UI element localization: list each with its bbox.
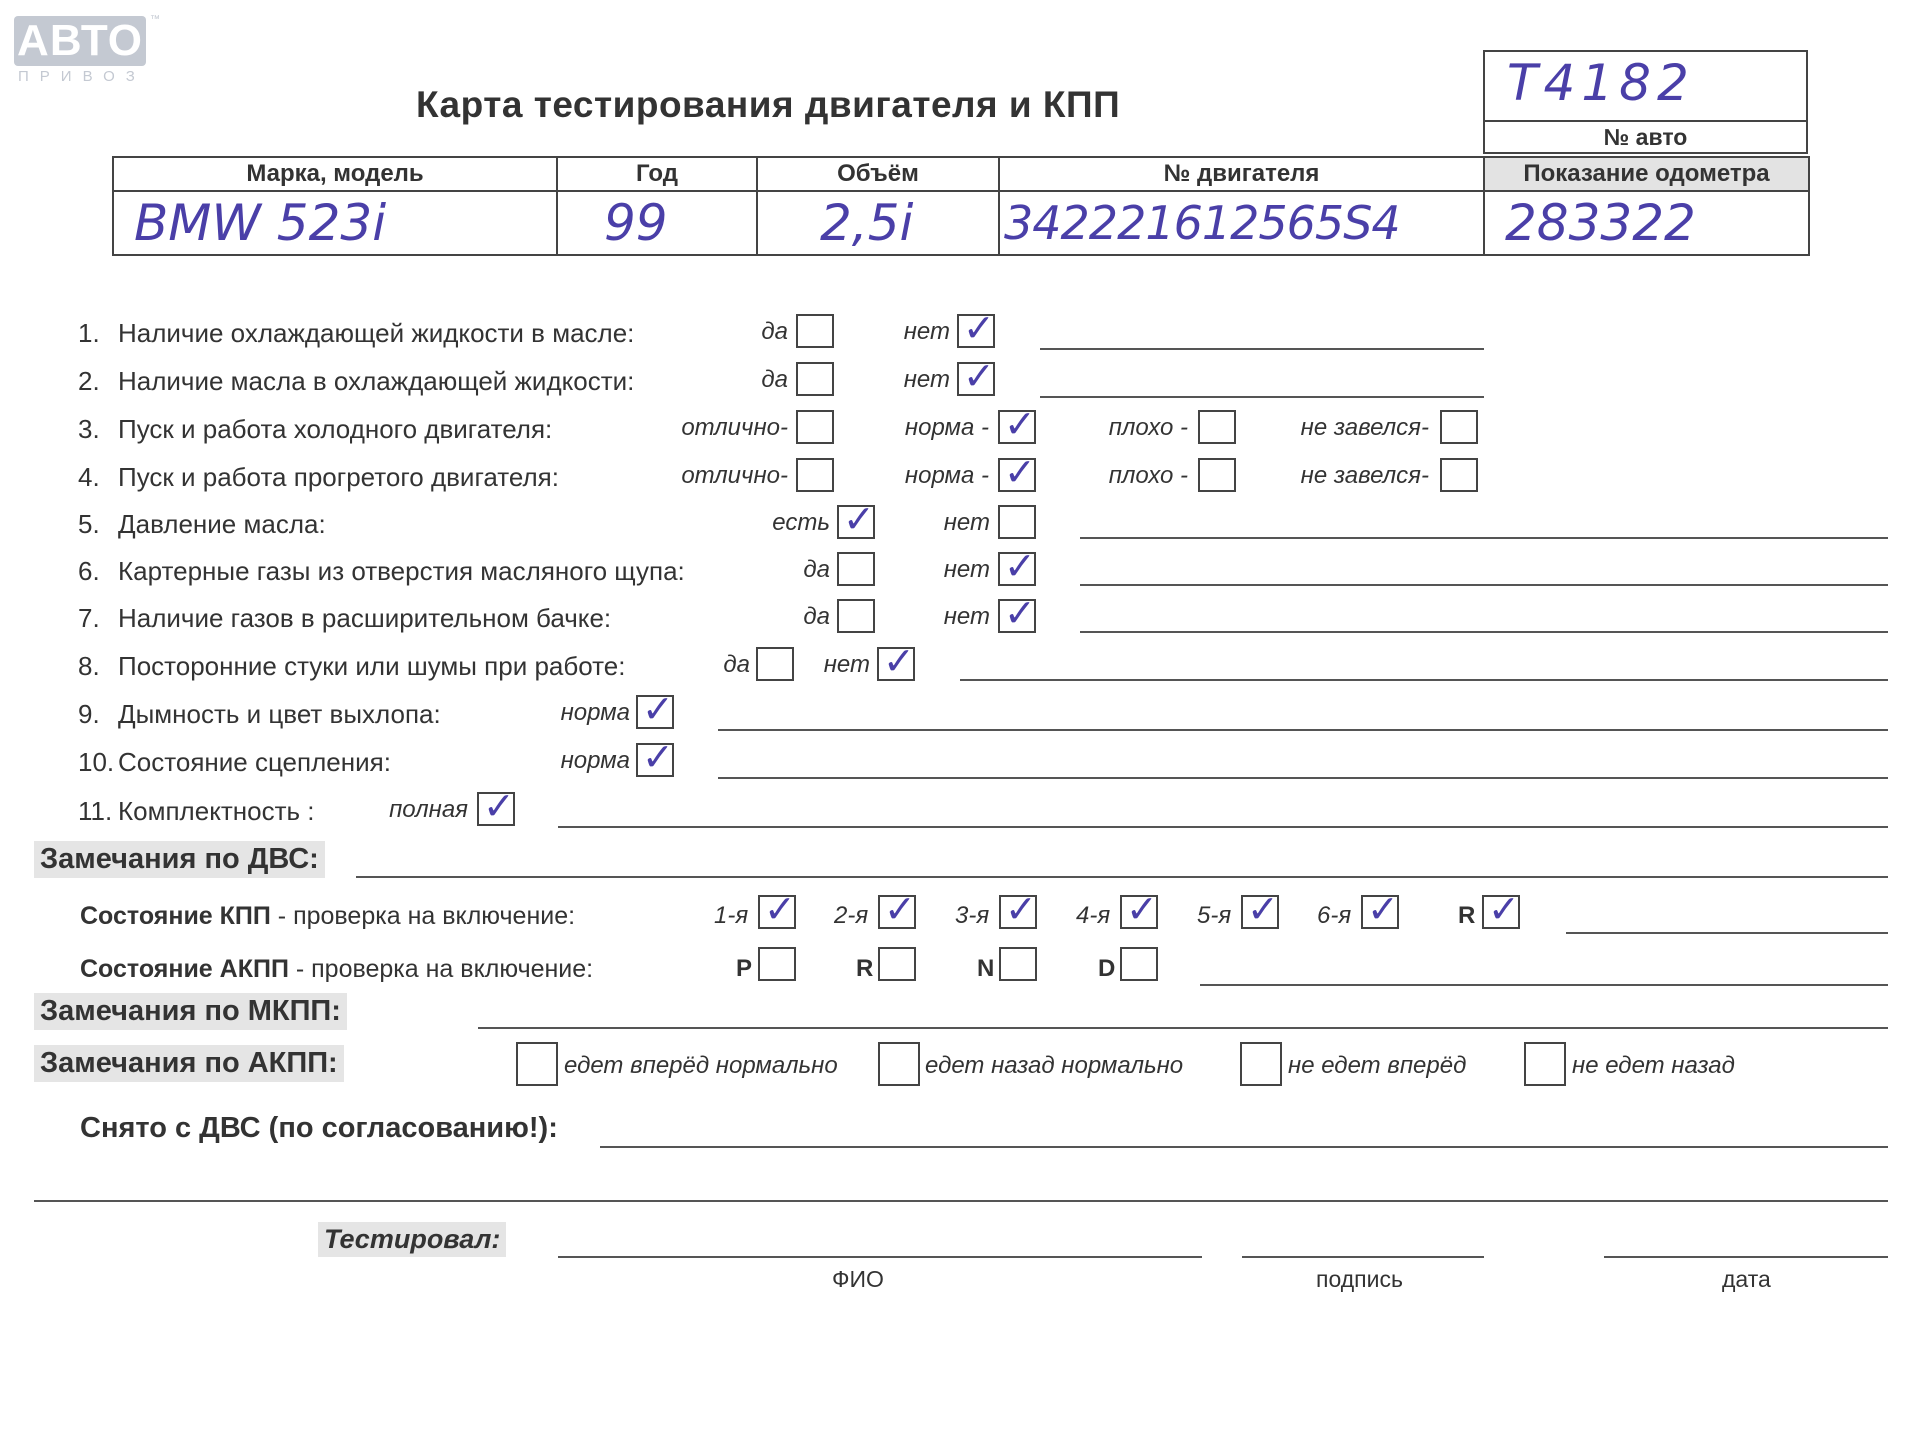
car-number-label: № авто	[1603, 124, 1688, 150]
akpp-remark-checkbox[interactable]	[1524, 1042, 1566, 1086]
akpp-mode-label: R	[856, 955, 874, 982]
item-number: 9.	[78, 699, 100, 729]
car-number-value: T4182	[1507, 54, 1695, 112]
option-label: да	[723, 651, 750, 678]
remark-line[interactable]	[718, 777, 1888, 779]
vehicle-info-table	[112, 156, 1810, 256]
item-question: Наличие газов в расширительном бачке:	[118, 603, 612, 633]
akpp-mode-checkbox[interactable]	[1120, 947, 1158, 981]
gear-checkbox[interactable]	[999, 887, 1037, 931]
akpp-remark-option: не едет вперёд	[1288, 1052, 1467, 1079]
checkbox[interactable]	[1440, 458, 1478, 492]
option-label: норма -	[904, 414, 989, 441]
item-number: 2.	[78, 366, 100, 396]
check-mark-icon: ✓	[1004, 450, 1036, 494]
akpp-mode-label: D	[1098, 955, 1116, 982]
gear-label: 1-я	[714, 902, 749, 929]
item-question: Давление масла:	[118, 509, 326, 539]
gear-label: R	[1458, 902, 1476, 929]
logo-sub: ПРИВОЗ	[18, 68, 146, 85]
check-mark-icon: ✓	[1367, 887, 1399, 931]
remark-line[interactable]	[1080, 537, 1888, 539]
checkbox[interactable]	[837, 552, 875, 586]
option-label: да	[803, 556, 830, 583]
checkbox[interactable]	[796, 458, 834, 492]
kpp-check-label	[80, 902, 575, 931]
mkpp-remarks-line[interactable]	[478, 1027, 1888, 1029]
gear-label: 2-я	[834, 902, 869, 929]
logo-main: АВТО	[14, 16, 146, 66]
removed-from-ice-line[interactable]	[600, 1146, 1888, 1148]
option-label: да	[761, 366, 788, 393]
checkbox[interactable]	[796, 314, 834, 348]
option-label: плохо -	[1108, 462, 1188, 489]
kpp-remark-line[interactable]	[1566, 932, 1888, 934]
option-label: нет	[903, 318, 950, 345]
date-line[interactable]	[1604, 1256, 1888, 1258]
checkbox[interactable]	[998, 402, 1036, 446]
item-question: Пуск и работа холодного двигателя:	[118, 414, 553, 444]
checkbox[interactable]	[837, 497, 875, 541]
header-year: Год	[557, 157, 757, 191]
check-mark-icon: ✓	[1005, 887, 1037, 931]
fio-line[interactable]	[558, 1256, 1202, 1258]
option-label: да	[761, 318, 788, 345]
item-row-6	[0, 544, 1920, 596]
item-row-10	[0, 735, 1920, 787]
checkbox[interactable]	[998, 450, 1036, 494]
checkbox[interactable]	[636, 687, 674, 731]
item-question: Состояние сцепления:	[118, 747, 391, 777]
car-number-box	[1483, 50, 1808, 154]
check-mark-icon: ✓	[883, 639, 915, 683]
option-label: нет	[823, 651, 870, 678]
date-caption: дата	[1722, 1266, 1771, 1292]
extra-remark-line[interactable]	[34, 1200, 1888, 1202]
akpp-remark-option: не едет назад	[1572, 1052, 1735, 1079]
check-mark-icon: ✓	[483, 784, 515, 828]
gear-label: 5-я	[1197, 902, 1232, 929]
akpp-check-label	[80, 955, 593, 984]
item-question: Наличие масла в охлаждающей жидкости:	[118, 366, 635, 396]
remark-line[interactable]	[1040, 348, 1484, 350]
item-row-8	[0, 639, 1920, 691]
header-engine-number: № двигателя	[999, 157, 1484, 191]
item-question: Дымность и цвет выхлопа:	[118, 699, 441, 729]
option-label: да	[803, 603, 830, 630]
item-question: Наличие охлаждающей жидкости в масле:	[118, 318, 635, 348]
akpp-mode-checkbox[interactable]	[999, 947, 1037, 981]
value-year[interactable]: 99	[557, 191, 757, 255]
item-row-9	[0, 687, 1920, 739]
header-volume: Объём	[757, 157, 999, 191]
car-number-divider	[1485, 120, 1806, 122]
item-question: Картерные газы из отверстия масляного щупа:	[118, 556, 685, 586]
option-label: нет	[943, 603, 990, 630]
check-mark-icon: ✓	[764, 887, 796, 931]
akpp-mode-checkbox[interactable]	[758, 947, 796, 981]
akpp-label-bold: Состояние АКПП	[80, 955, 289, 983]
form-title: Карта тестирования двигателя и КПП	[416, 84, 1121, 125]
header-make-model: Марка, модель	[113, 157, 557, 191]
remark-line[interactable]	[960, 679, 1888, 681]
option-label: отлично-	[681, 414, 788, 441]
akpp-remark-checkbox[interactable]	[878, 1042, 920, 1086]
option-label: нет	[943, 509, 990, 536]
gear-label: 3-я	[955, 902, 990, 929]
checkbox[interactable]	[756, 647, 794, 681]
check-mark-icon: ✓	[843, 497, 875, 541]
gear-checkbox[interactable]	[758, 887, 796, 931]
item-row-5	[0, 497, 1920, 549]
value-make-model[interactable]: BMW 523i	[113, 191, 557, 255]
check-mark-icon: ✓	[884, 887, 916, 931]
value-volume[interactable]: 2,5i	[757, 191, 999, 255]
check-mark-icon: ✓	[642, 687, 674, 731]
check-mark-icon: ✓	[1004, 544, 1036, 588]
item-question: Пуск и работа прогретого двигателя:	[118, 462, 559, 492]
item-row-11	[0, 784, 1920, 836]
item-row-7	[0, 591, 1920, 643]
ice-remarks-line[interactable]	[356, 876, 1888, 878]
gear-checkbox[interactable]	[1482, 887, 1520, 931]
option-label: норма -	[904, 462, 989, 489]
checkbox[interactable]	[998, 544, 1036, 588]
option-label: нет	[903, 366, 950, 393]
signature-caption: подпись	[1316, 1266, 1403, 1292]
checkbox[interactable]	[837, 599, 875, 633]
item-question: Посторонние стуки или шумы при работе:	[118, 651, 626, 681]
mkpp-remarks-heading: Замечания по МКПП:	[34, 993, 347, 1030]
option-label: есть	[772, 509, 830, 536]
check-mark-icon: ✓	[642, 735, 674, 779]
ice-remarks-heading: Замечания по ДВС:	[34, 841, 325, 878]
checkbox[interactable]	[957, 306, 995, 350]
option-label: отлично-	[681, 462, 788, 489]
checkbox[interactable]	[998, 505, 1036, 539]
checkbox[interactable]	[957, 354, 995, 398]
item-number: 10.	[78, 747, 115, 777]
gear-label: 6-я	[1317, 902, 1352, 929]
checkbox[interactable]	[1198, 458, 1236, 492]
gear-checkbox[interactable]	[1241, 887, 1279, 931]
checkbox[interactable]	[477, 784, 515, 828]
checkbox[interactable]	[877, 639, 915, 683]
option-label: плохо -	[1108, 414, 1188, 441]
item-row-1	[0, 306, 1920, 358]
checkbox[interactable]	[1198, 410, 1236, 444]
remark-line[interactable]	[1080, 584, 1888, 586]
item-row-3	[0, 402, 1920, 454]
check-mark-icon: ✓	[1004, 402, 1036, 446]
gear-checkbox[interactable]	[878, 887, 916, 931]
checkbox[interactable]	[796, 410, 834, 444]
table-value-row	[113, 191, 1809, 255]
remark-line[interactable]	[1080, 631, 1888, 633]
check-mark-icon: ✓	[963, 306, 995, 350]
option-label: не завелся-	[1300, 414, 1429, 441]
akpp-remark-checkbox[interactable]	[1240, 1042, 1282, 1086]
item-row-4	[0, 450, 1920, 502]
akpp-remark-option: едет назад нормально	[925, 1052, 1184, 1079]
remark-line[interactable]	[558, 826, 1888, 828]
gear-checkbox[interactable]	[1120, 887, 1158, 931]
checkbox[interactable]	[1440, 410, 1478, 444]
kpp-label-rest: - проверка на включение:	[270, 902, 576, 930]
check-mark-icon: ✓	[1126, 887, 1158, 931]
item-number: 3.	[78, 414, 100, 444]
remark-line[interactable]	[1040, 396, 1484, 398]
fio-caption: ФИО	[832, 1266, 884, 1292]
value-odometer[interactable]: 283322	[1484, 191, 1809, 255]
item-number: 6.	[78, 556, 100, 586]
akpp-remark-option: едет вперёд нормально	[564, 1052, 838, 1079]
kpp-label-bold: Состояние КПП	[80, 902, 271, 930]
option-label: норма	[560, 699, 630, 726]
signature-line[interactable]	[1242, 1256, 1484, 1258]
akpp-remarks-heading: Замечания по АКПП:	[34, 1045, 344, 1082]
option-label: норма	[560, 747, 630, 774]
item-question: Комплектность :	[118, 796, 315, 826]
item-row-2	[0, 354, 1920, 406]
check-mark-icon: ✓	[1488, 887, 1520, 931]
table-header-row	[113, 157, 1809, 191]
header-odometer: Показание одометра	[1484, 157, 1809, 191]
checkbox[interactable]	[796, 362, 834, 396]
akpp-mode-checkbox[interactable]	[878, 947, 916, 981]
check-mark-icon: ✓	[1247, 887, 1279, 931]
option-label: полная	[389, 796, 468, 823]
option-label: не завелся-	[1300, 462, 1429, 489]
option-label: нет	[943, 556, 990, 583]
akpp-mode-label: N	[977, 955, 995, 982]
item-number: 5.	[78, 509, 100, 539]
akpp-remark-checkbox[interactable]	[516, 1042, 558, 1086]
akpp-remark-line[interactable]	[1200, 984, 1888, 986]
item-number: 4.	[78, 462, 100, 492]
gear-label: 4-я	[1076, 902, 1111, 929]
item-number: 8.	[78, 651, 100, 681]
logo	[14, 16, 148, 85]
checkbox[interactable]	[998, 591, 1036, 635]
check-mark-icon: ✓	[963, 354, 995, 398]
item-number: 1.	[78, 318, 100, 348]
akpp-label-rest: - проверка на включение:	[288, 955, 594, 983]
akpp-mode-label: P	[736, 955, 753, 982]
checkbox[interactable]	[636, 735, 674, 779]
value-engine-number[interactable]: 342221612565S4	[999, 191, 1484, 255]
removed-from-ice-label: Снято с ДВС (по согласованию!):	[80, 1112, 558, 1144]
item-number: 11.	[78, 796, 113, 826]
logo-tm: ™	[150, 14, 160, 25]
gear-checkbox[interactable]	[1361, 887, 1399, 931]
item-number: 7.	[78, 603, 100, 633]
tested-by-label: Тестировал:	[318, 1222, 506, 1257]
remark-line[interactable]	[718, 729, 1888, 731]
check-mark-icon: ✓	[1004, 591, 1036, 635]
